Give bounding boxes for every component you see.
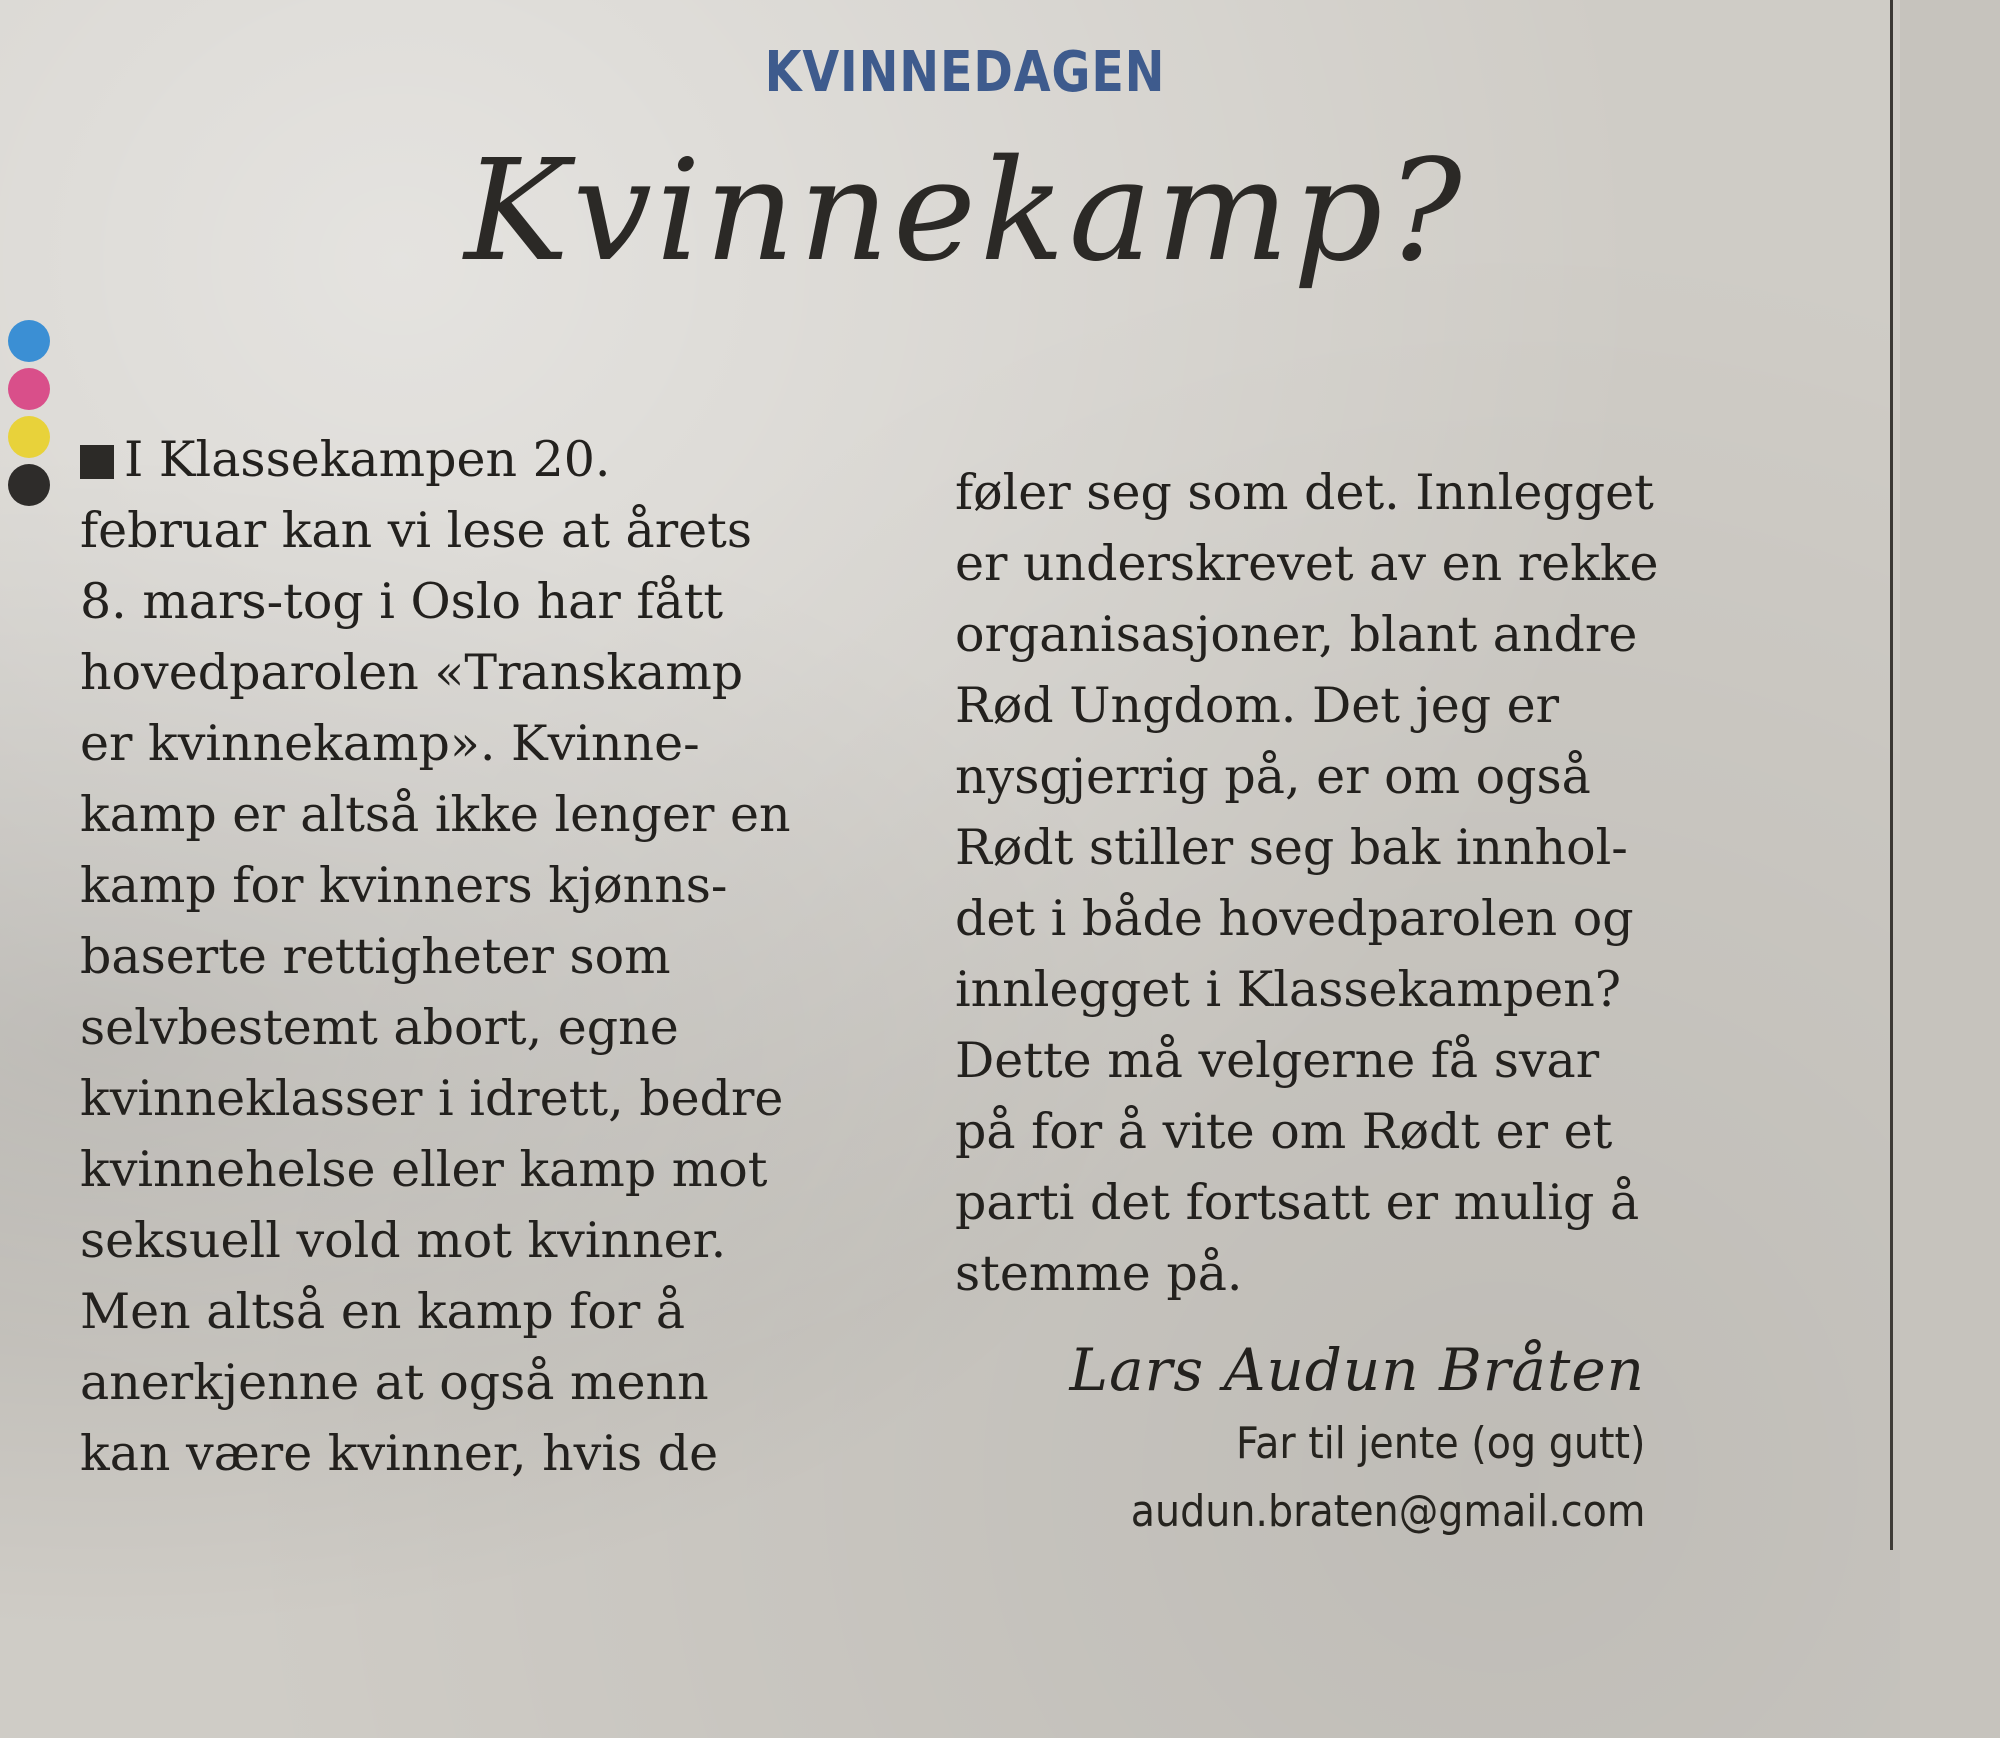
body-text-line xyxy=(80,1418,791,1489)
article-body-left-column xyxy=(80,424,791,1489)
body-text-line xyxy=(80,637,791,708)
body-text-line xyxy=(955,954,1659,1025)
body-text: hovedparolen «Transkamp xyxy=(80,644,744,701)
body-text-line xyxy=(955,599,1659,670)
section-kicker: KVINNEDAGEN xyxy=(764,40,1166,105)
body-text: baserte rettigheter som xyxy=(80,928,671,985)
body-text-line xyxy=(80,992,791,1063)
author-name: Lars Audun Bråten xyxy=(1069,1336,1645,1404)
body-text-line xyxy=(955,883,1659,954)
body-text: kamp for kvinners kjønns- xyxy=(80,857,728,914)
body-text: stemme på. xyxy=(955,1245,1243,1302)
body-text: selvbestemt abort, egne xyxy=(80,999,679,1056)
body-text-line xyxy=(80,1134,791,1205)
body-text: februar kan vi lese at årets xyxy=(80,502,753,559)
author-email: audun.braten@gmail.com xyxy=(1130,1486,1645,1537)
body-text: er kvinnekamp». Kvinne- xyxy=(80,715,700,772)
body-text-line xyxy=(80,850,791,921)
yellow-registration-dot xyxy=(8,416,50,458)
body-text: på for å vite om Rødt er et xyxy=(955,1103,1613,1160)
body-text: innlegget i Klassekampen? xyxy=(955,961,1622,1018)
magenta-registration-dot xyxy=(8,368,50,410)
body-text-line xyxy=(80,566,791,637)
cyan-registration-dot xyxy=(8,320,50,362)
paragraph-start-square-icon xyxy=(80,445,114,479)
body-text: Dette må velgerne få svar xyxy=(955,1032,1600,1089)
body-text-line xyxy=(80,495,791,566)
body-text: anerkjenne at også menn xyxy=(80,1354,709,1411)
black-registration-dot xyxy=(8,464,50,506)
body-text: kvinneklasser i idrett, bedre xyxy=(80,1070,784,1127)
body-text-line xyxy=(80,779,791,850)
body-text-line xyxy=(955,1025,1659,1096)
body-text: Men altså en kamp for å xyxy=(80,1283,686,1340)
body-text-line xyxy=(80,1205,791,1276)
body-text: det i både hovedparolen og xyxy=(955,890,1634,947)
body-text: kan være kvinner, hvis de xyxy=(80,1425,719,1482)
body-text: kamp er altså ikke lenger en xyxy=(80,786,791,843)
adjacent-page-edge xyxy=(1900,0,2000,1738)
body-text-line xyxy=(955,812,1659,883)
body-text-line xyxy=(80,424,791,495)
body-text: kvinnehelse eller kamp mot xyxy=(80,1141,768,1198)
body-text-line xyxy=(80,1276,791,1347)
body-text-line xyxy=(955,741,1659,812)
article-body-right-column xyxy=(955,457,1659,1309)
body-text: seksuell vold mot kvinner. xyxy=(80,1212,727,1269)
body-text: Rødt stiller seg bak innhol- xyxy=(955,819,1628,876)
body-text: er underskrevet av en rekke xyxy=(955,535,1659,592)
body-text-line xyxy=(955,1096,1659,1167)
body-text-line xyxy=(80,1347,791,1418)
body-text: 8. mars-tog i Oslo har fått xyxy=(80,573,724,630)
column-divider-rule xyxy=(1890,0,1893,1550)
body-text-line xyxy=(80,708,791,779)
print-registration-marks xyxy=(0,310,60,530)
body-text-line xyxy=(80,1063,791,1134)
body-text-line xyxy=(955,457,1659,528)
body-text: nysgjerrig på, er om også xyxy=(955,748,1591,805)
author-signature xyxy=(1070,1330,1645,1546)
author-role: Far til jente (og gutt) xyxy=(1235,1418,1645,1469)
body-text: I Klassekampen 20. xyxy=(124,431,611,488)
body-text-line xyxy=(955,1238,1659,1309)
article-headline: Kvinnekamp? xyxy=(464,130,1466,293)
body-text: Rød Ungdom. Det jeg er xyxy=(955,677,1560,734)
body-text-line xyxy=(955,670,1659,741)
body-text: føler seg som det. Innlegget xyxy=(955,464,1654,521)
body-text: parti det fortsatt er mulig å xyxy=(955,1174,1640,1231)
body-text-line xyxy=(955,528,1659,599)
body-text: organisasjoner, blant andre xyxy=(955,606,1638,663)
body-text-line xyxy=(80,921,791,992)
body-text-line xyxy=(955,1167,1659,1238)
